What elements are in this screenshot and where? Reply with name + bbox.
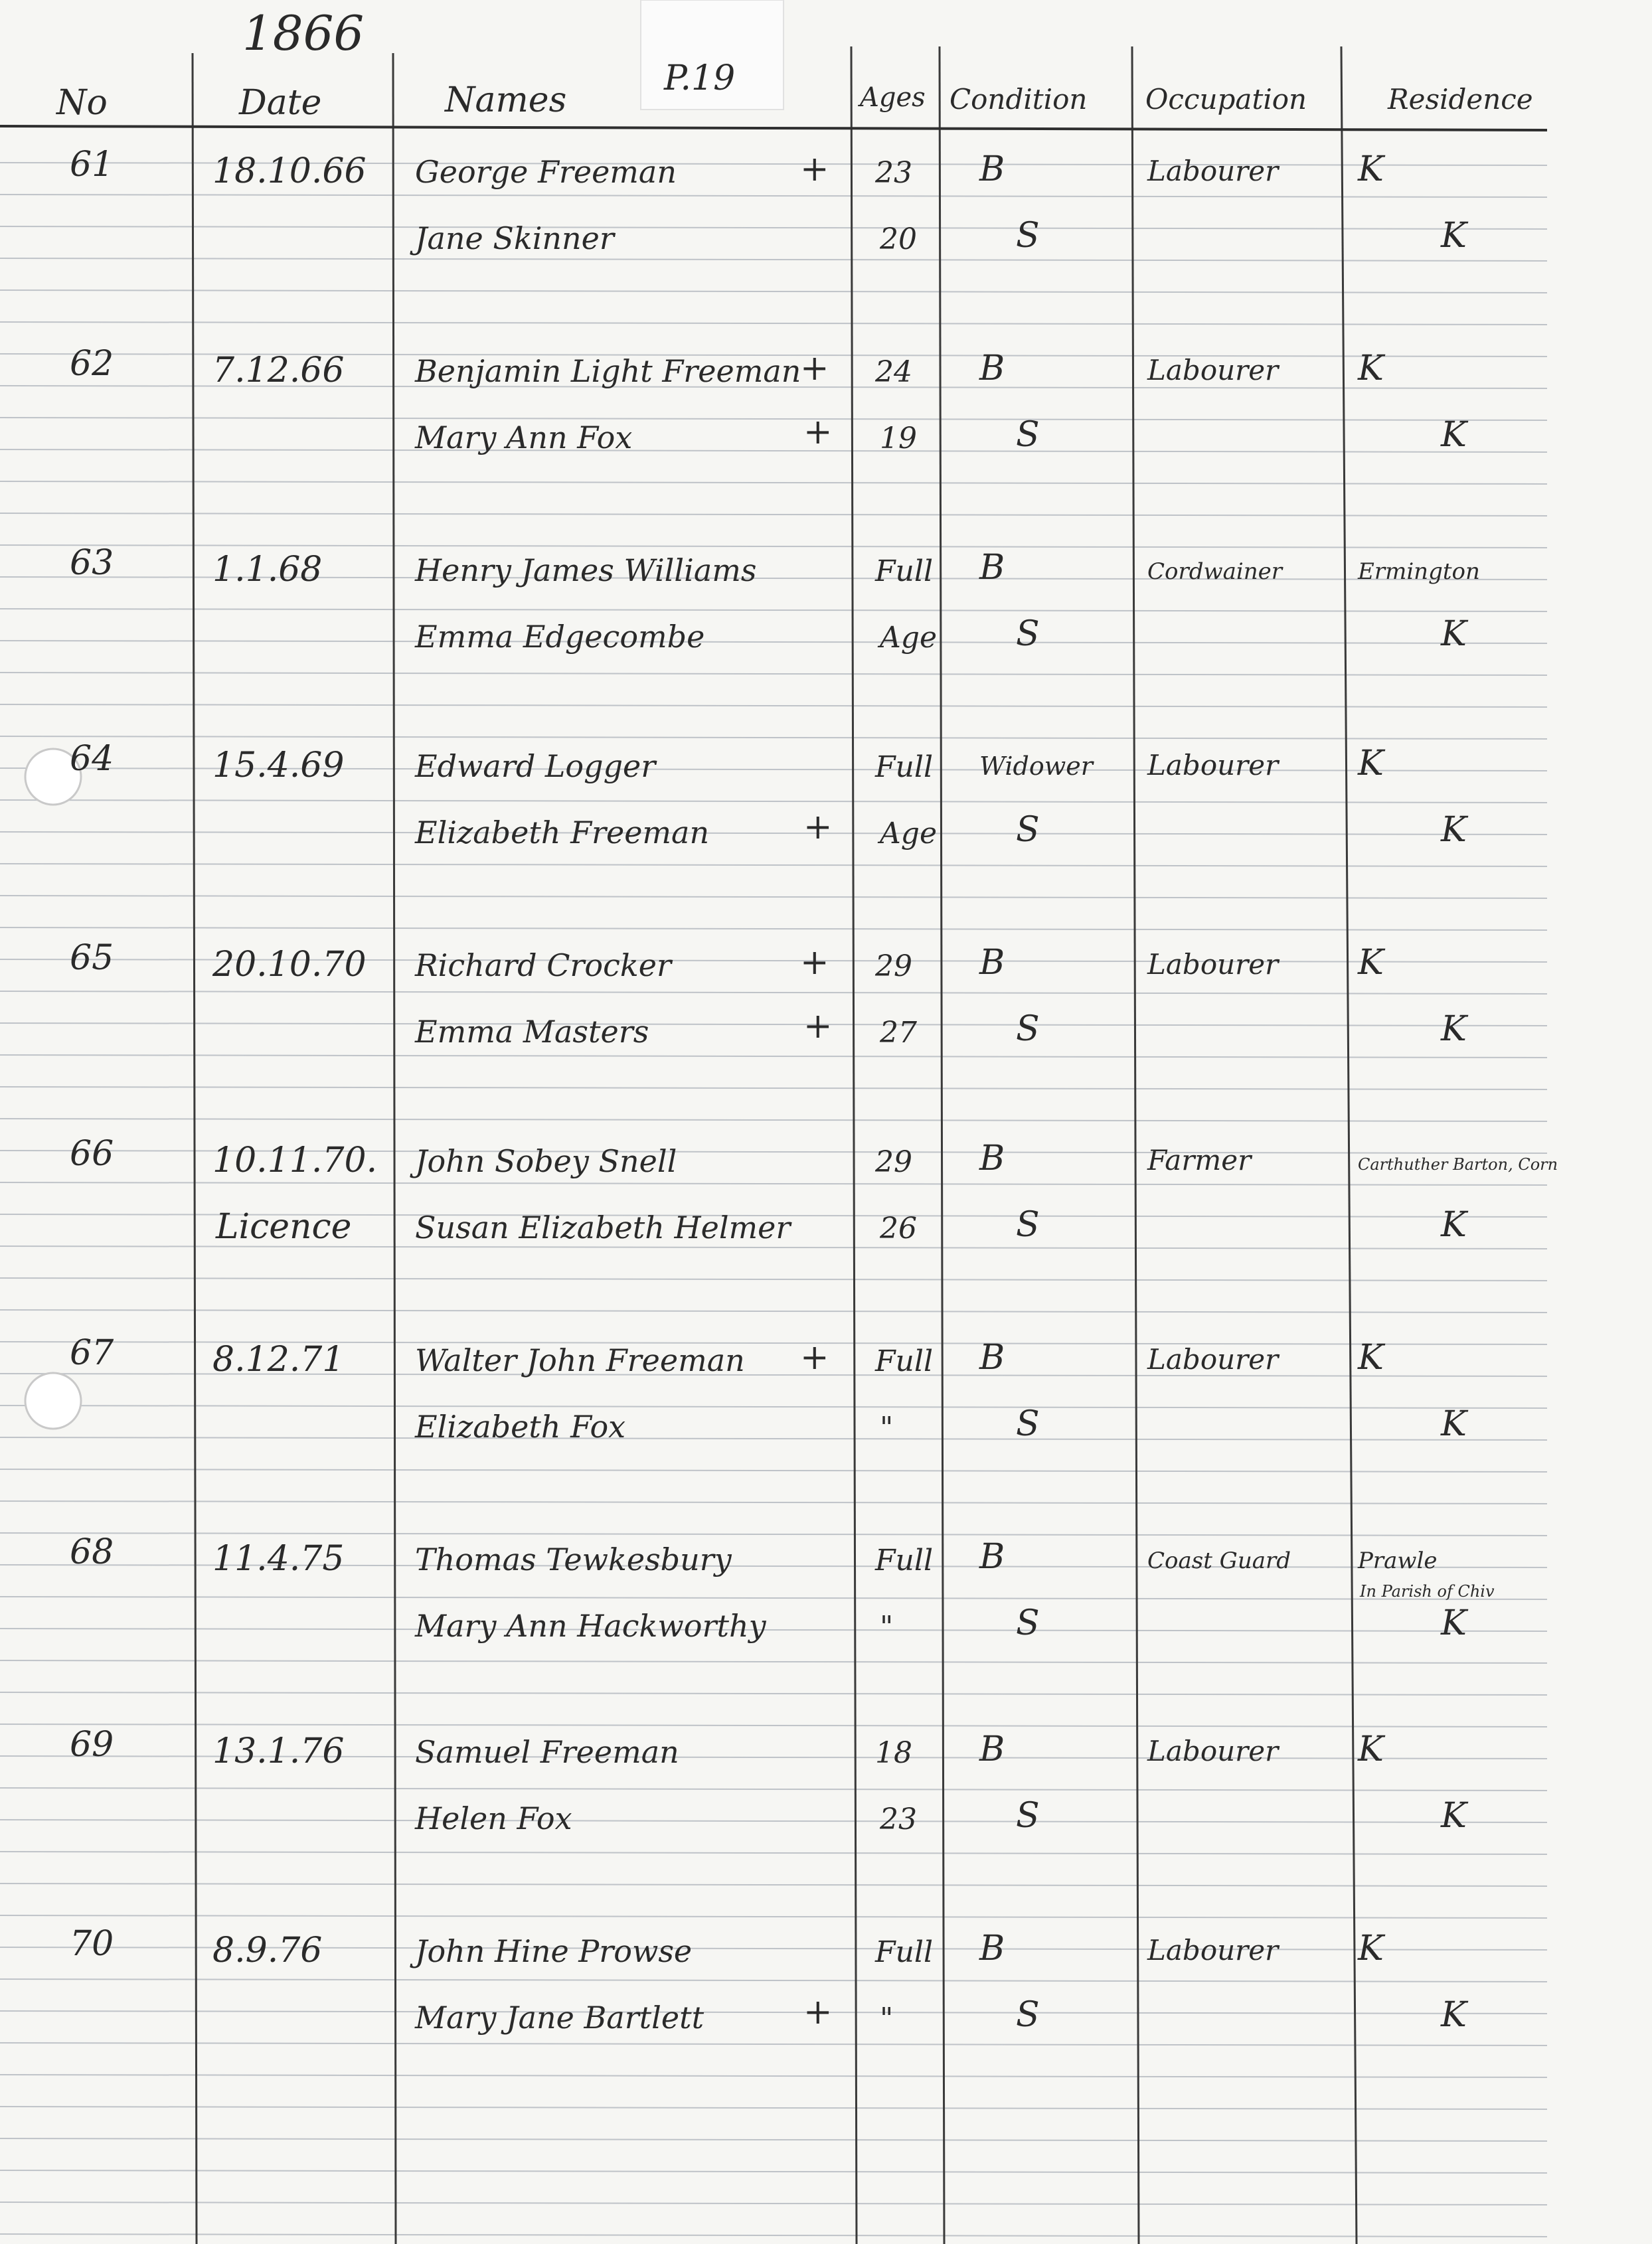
groom-occupation: Labourer [1147,155,1279,187]
entry-date: 8.12.71 [212,1340,345,1380]
groom-name: Henry James Williams [415,552,757,588]
ruled-line [0,1119,1547,1121]
groom-occupation: Labourer [1147,749,1279,781]
header-occupation: Occupation [1145,83,1307,116]
entry-number: 64 [70,739,114,779]
ruled-line [0,673,1547,675]
punch-hole-bottom [25,1373,81,1429]
bride-age: " [880,1411,894,1445]
groom-condition: B [979,149,1005,189]
groom-mark: + [800,349,829,388]
ruled-line [0,1788,1547,1791]
ruled-line [0,258,1547,261]
ruled-line [0,609,1547,611]
ruled-line [0,2202,1547,2205]
register-entry [70,344,1469,455]
bride-condition: S [1016,415,1040,455]
groom-name: George Freeman [415,154,677,190]
ruled-line [0,2075,1547,2077]
ruled-line [0,322,1547,325]
groom-occupation: Labourer [1147,1735,1279,1767]
header-no: No [56,83,108,123]
ruled-line [0,1310,1547,1313]
bride-mark: + [803,1006,833,1046]
groom-residence: Ermington [1358,558,1480,585]
groom-residence: K [1358,349,1384,388]
groom-age: Full [875,1344,934,1378]
bride-residence: K [1441,1404,1467,1444]
entry-number: 63 [70,543,114,583]
bride-name: Elizabeth Freeman [415,815,710,850]
bride-condition: S [1016,216,1040,256]
bride-age: 19 [880,422,917,455]
groom-condition: B [979,1338,1005,1378]
register-entry [70,145,1469,256]
ruled-line [0,1469,1547,1472]
groom-occupation: Labourer [1147,1934,1279,1966]
ruled-line [0,449,1547,452]
bride-name: Mary Ann Fox [415,420,633,455]
register-entries [70,145,1558,2036]
entry-number: 67 [70,1333,114,1373]
bride-name: Mary Ann Hackworthy [415,1608,766,1644]
entry-date: 8.9.76 [212,1931,323,1970]
bride-name: Susan Elizabeth Helmer [415,1210,791,1245]
bride-condition: S [1016,1205,1040,1245]
ruled-line [0,481,1547,484]
ruled-line [0,991,1547,994]
bride-age: " [880,1610,894,1644]
groom-age: Full [875,1935,934,1969]
entry-number: 62 [70,344,114,384]
groom-condition: B [979,943,1005,983]
header-underline [0,126,1547,130]
bride-condition: S [1016,1009,1040,1049]
bride-mark: + [803,807,833,847]
bride-residence: K [1441,1796,1467,1836]
bride-name: Mary Jane Bartlett [415,2000,704,2036]
ruled-line [0,2107,1547,2109]
entry-number: 66 [70,1134,114,1174]
bride-name: Emma Masters [415,1014,649,1050]
bride-age: 23 [880,1803,917,1836]
bride-name: Elizabeth Fox [415,1409,626,1445]
groom-residence: K [1358,1929,1384,1968]
bride-mark: + [803,412,833,452]
groom-residence: K [1358,744,1384,783]
entry-number: 68 [70,1532,114,1572]
groom-residence: K [1358,149,1384,189]
ruled-line [0,1405,1547,1408]
bride-residence: K [1441,1009,1467,1049]
groom-condition: B [979,349,1005,388]
header-date: Date [239,83,322,123]
entry-date: 18.10.66 [212,151,367,191]
groom-name: Thomas Tewkesbury [415,1542,732,1577]
ruled-line [0,1629,1547,1631]
bride-residence: K [1441,415,1467,455]
header-condition: Condition [950,83,1088,116]
ruled-line [0,513,1547,516]
entry-date: 10.11.70. [212,1141,378,1180]
register-entry [70,1333,1469,1445]
ruled-lines [0,163,1547,2237]
entry-number: 65 [70,938,114,978]
ruled-line [0,1087,1547,1089]
groom-age: 23 [875,156,912,190]
ruled-line [0,418,1547,420]
groom-residence: K [1358,1729,1384,1769]
groom-age: Full [875,1544,934,1577]
ruled-line [0,1692,1547,1695]
bride-residence: K [1441,1603,1467,1643]
ruled-line [0,704,1547,707]
bride-condition: S [1016,1796,1040,1836]
ruled-line [0,1820,1547,1822]
ruled-line [0,1660,1547,1663]
groom-age: 24 [875,355,912,389]
bride-mark: + [803,1992,833,2032]
entry-date: 15.4.69 [212,746,345,785]
groom-age: 29 [875,1145,912,1179]
groom-occupation: Labourer [1147,1343,1279,1376]
ruled-line [0,641,1547,643]
groom-condition: Widower [979,752,1093,781]
groom-occupation: Labourer [1147,948,1279,981]
ruled-line [0,1597,1547,1599]
ruled-line [0,927,1547,930]
bride-residence: K [1441,216,1467,256]
bride-condition: S [1016,1404,1040,1444]
entry-date: 11.4.75 [212,1539,345,1579]
groom-residence: K [1358,943,1384,983]
ruled-line [0,1979,1547,1982]
ruled-line [0,896,1547,898]
year-heading: 1866 [242,5,365,61]
ruled-line [0,864,1547,866]
bride-residence: K [1441,810,1467,850]
ruled-line [0,1533,1547,1536]
groom-name: John Sobey Snell [415,1143,677,1179]
groom-name: John Hine Prowse [415,1933,693,1969]
ruled-line [0,1182,1547,1185]
entry-number: 69 [70,1725,114,1765]
groom-mark: + [800,1338,829,1378]
groom-mark: + [800,943,829,983]
ruled-line [0,2170,1547,2173]
register-entry [70,543,1480,655]
groom-name: Walter John Freeman [415,1342,745,1378]
ruled-line [0,800,1547,803]
ruled-line [0,195,1547,197]
entry-number: 61 [70,145,114,185]
ruled-line [0,545,1547,548]
ruled-line [0,1437,1547,1440]
ruled-line [0,1915,1547,1918]
bride-age: " [880,2002,894,2036]
groom-age: Full [875,554,934,588]
ruled-line [0,226,1547,229]
groom-residence: Prawle [1358,1548,1438,1574]
bride-condition: S [1016,1995,1040,2035]
groom-condition: B [979,1929,1005,1968]
groom-name: Samuel Freeman [415,1734,679,1770]
ruled-line [0,290,1547,293]
entry-date: 7.12.66 [212,351,345,390]
ruled-line [0,736,1547,739]
groom-residence: Carthuther Barton, Corn [1358,1155,1558,1174]
groom-condition: B [979,548,1005,588]
page-ref: P.19 [664,58,736,98]
bride-condition: S [1016,810,1040,850]
header-ages: Ages [860,82,926,113]
groom-age: 18 [875,1736,912,1770]
groom-occupation: Coast Guard [1147,1548,1291,1574]
groom-occupation: Farmer [1147,1144,1252,1176]
header-residence: Residence [1388,83,1533,116]
entry-date: 13.1.76 [212,1731,345,1771]
entry-date: 20.10.70 [212,945,367,985]
groom-name: Richard Crocker [415,947,671,983]
bride-age: 26 [880,1212,917,1245]
ruled-line [0,2138,1547,2141]
ruled-line [0,1278,1547,1281]
entry-date: 1.1.68 [212,550,323,590]
bride-residence: K [1441,1995,1467,2035]
groom-name: Edward Logger [415,748,656,784]
bride-name: Helen Fox [415,1801,572,1836]
ruled-line [0,2234,1547,2237]
groom-mark: + [800,149,829,189]
bride-name: Jane Skinner [415,220,614,256]
bride-age: Age [880,621,937,655]
groom-condition: B [979,1139,1005,1178]
entry-number: 70 [70,1924,114,1964]
groom-occupation: Labourer [1147,354,1279,386]
ruled-line [0,832,1547,835]
groom-age: 29 [875,949,912,983]
register-entry [70,1532,1495,1644]
bride-age: Age [880,817,937,850]
groom-age: Full [875,750,934,784]
bride-name: Emma Edgecombe [415,619,705,655]
ruled-line [0,2011,1547,2014]
bride-residence: K [1441,614,1467,654]
ruled-line [0,1852,1547,1854]
bride-residence: K [1441,1205,1467,1245]
register-entry [70,1134,1558,1247]
ruled-line [0,1724,1547,1727]
ruled-line [0,1055,1547,1058]
ruled-line [0,1023,1547,1026]
residence-note: In Parish of Chiv [1360,1582,1495,1601]
column-headers [55,80,1533,123]
bride-age: 20 [880,222,917,256]
header-names: Names [445,80,567,120]
ruled-line [0,1501,1547,1504]
ruled-line [0,1883,1547,1886]
groom-condition: B [979,1537,1005,1577]
groom-occupation: Cordwainer [1147,558,1283,585]
groom-condition: B [979,1729,1005,1769]
entry-date-note: Licence [216,1207,352,1247]
bride-condition: S [1016,614,1040,654]
groom-residence: K [1358,1338,1384,1378]
bride-age: 27 [880,1016,917,1050]
bride-condition: S [1016,1603,1040,1643]
ruled-line [0,2043,1547,2045]
groom-name: Benjamin Light Freeman [415,353,801,389]
